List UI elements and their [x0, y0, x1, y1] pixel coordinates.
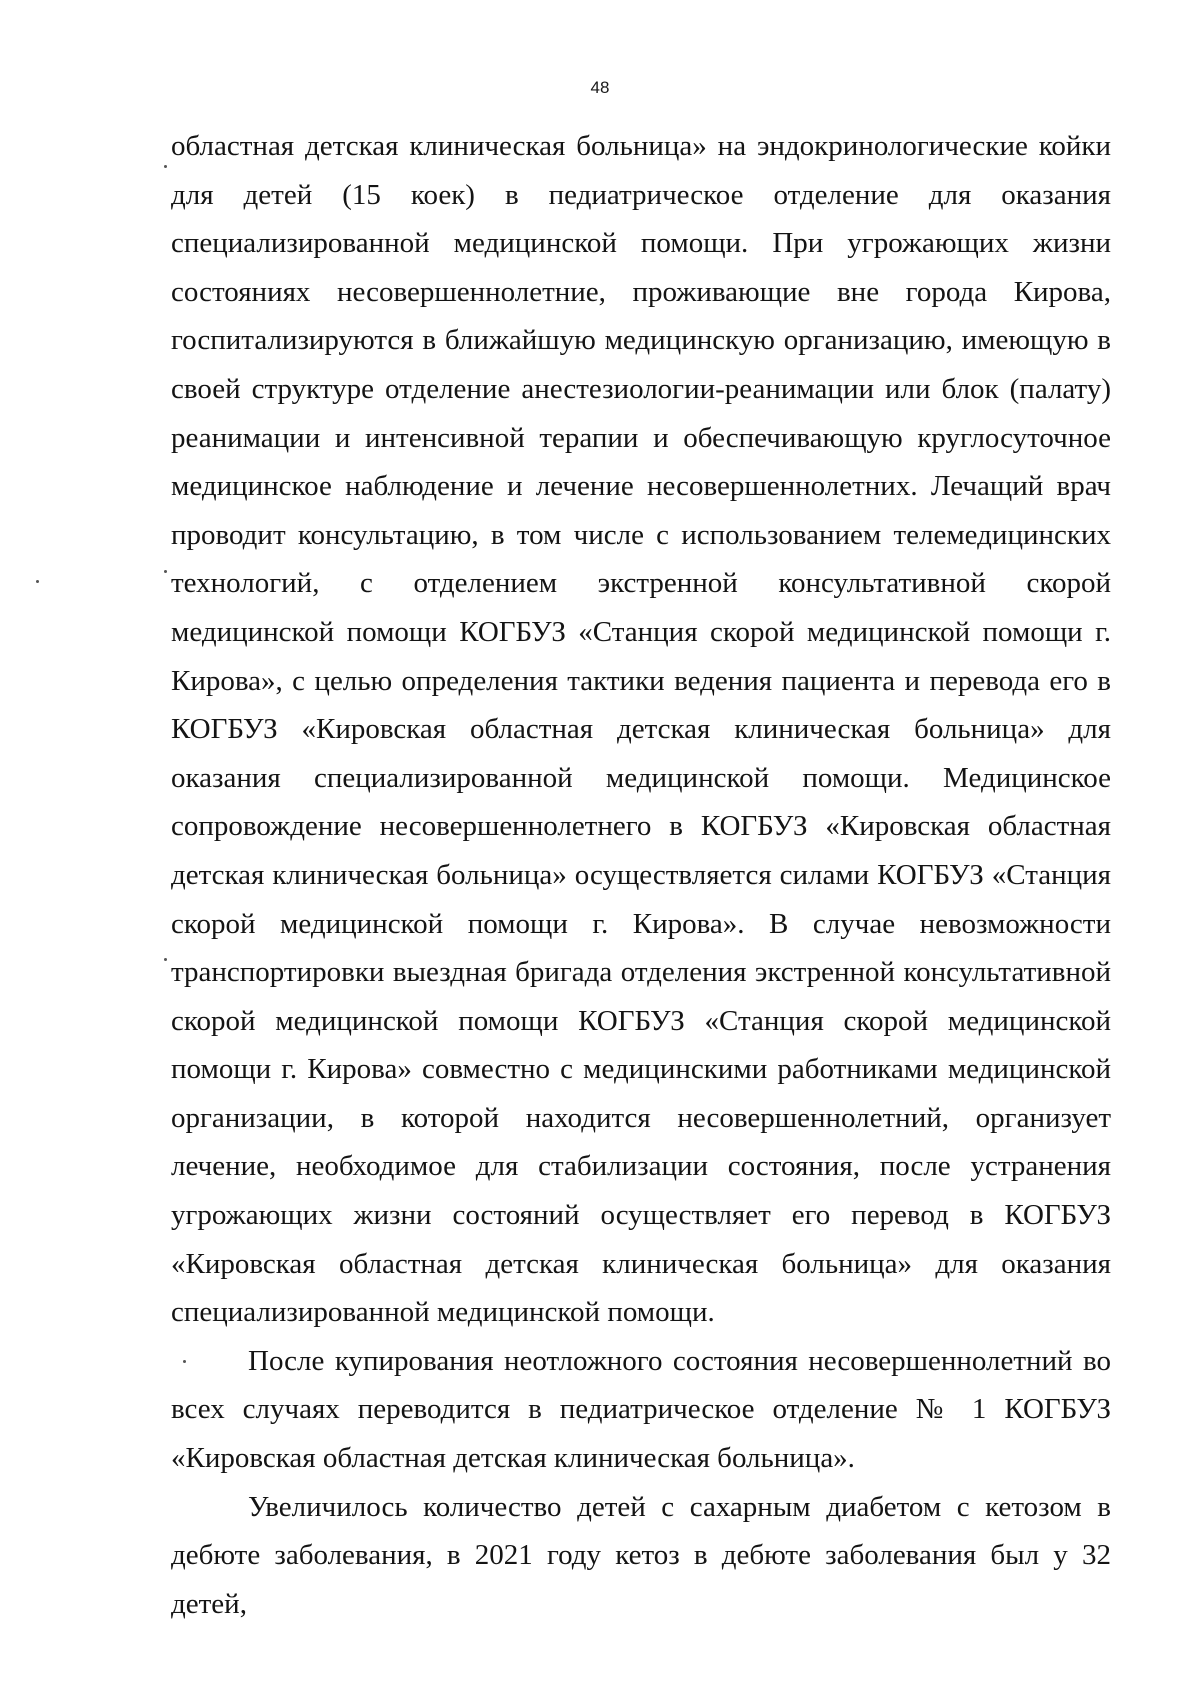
document-body — [171, 122, 1111, 1628]
paragraph-2: После купирования неотложного состояния несовершеннолетний во всех случаях переводится в педиатрическое отделение № 1 КОГБУЗ «Кировская областная детская клиническая больница». — [171, 1344, 1111, 1475]
page-number: 48 — [590, 78, 610, 97]
paragraph-1: областная детская клиническая больница» на эндокринологические койки для детей (15 коек) в педиатрическое отделение для оказания специализированной медицинской помощи. При угрожающих жизни состояниях несовершеннолетние, проживающие вне города Кирова, госпитализируются в ближайшую медицинскую организацию, имеющую в своей структуре отделение анестезиологии-реанимации или блок (палату) реанимации и интенсивной терапии и обеспечивающую круглосуточное медицинское наблюдение и лечение несовершеннолетних. Лечащий врач проводит консультацию, в том числе с использованием телемедицинских технологий, с отделением экстренной консультативной скорой медицинской помощи КОГБУЗ «Станция скорой медицинской помощи г. Кирова», с целью определения тактики ведения пациента и перевода его в КОГБУЗ «Кировская областная детская клиническая больница» для оказания специализированной медицинской помощи. Медицинское сопровождение несовершеннолетнего в КОГБУЗ «Кировская областная детская клиническая больница» осуществляется силами КОГБУЗ «Станция скорой медицинской помощи г. Кирова». В случае невозможности транспортировки выездная бригада отделения экстренной консультативной скорой медицинской помощи КОГБУЗ «Станция скорой медицинской помощи г. Кирова» совместно с медицинскими работниками медицинской организации, в которой находится несовершеннолетний, организует лечение, необходимое для стабилизации состояния, после устранения угрожающих жизни состояний осуществляет его перевод в КОГБУЗ «Кировская областная детская клиническая больница» для оказания специализированной медицинской помощи. — [171, 130, 1111, 1329]
scan-artifact-dot — [164, 570, 167, 573]
scan-artifact-dot — [183, 1360, 186, 1363]
scan-artifact-dot — [164, 958, 167, 961]
scan-artifact-dot — [164, 165, 167, 168]
scan-artifact-dot — [36, 580, 39, 583]
paragraph-3: Увеличилось количество детей с сахарным диабетом с кетозом в дебюте заболевания, в 2021 году кетоз в дебюте заболевания был у 32 детей, — [171, 1490, 1111, 1620]
